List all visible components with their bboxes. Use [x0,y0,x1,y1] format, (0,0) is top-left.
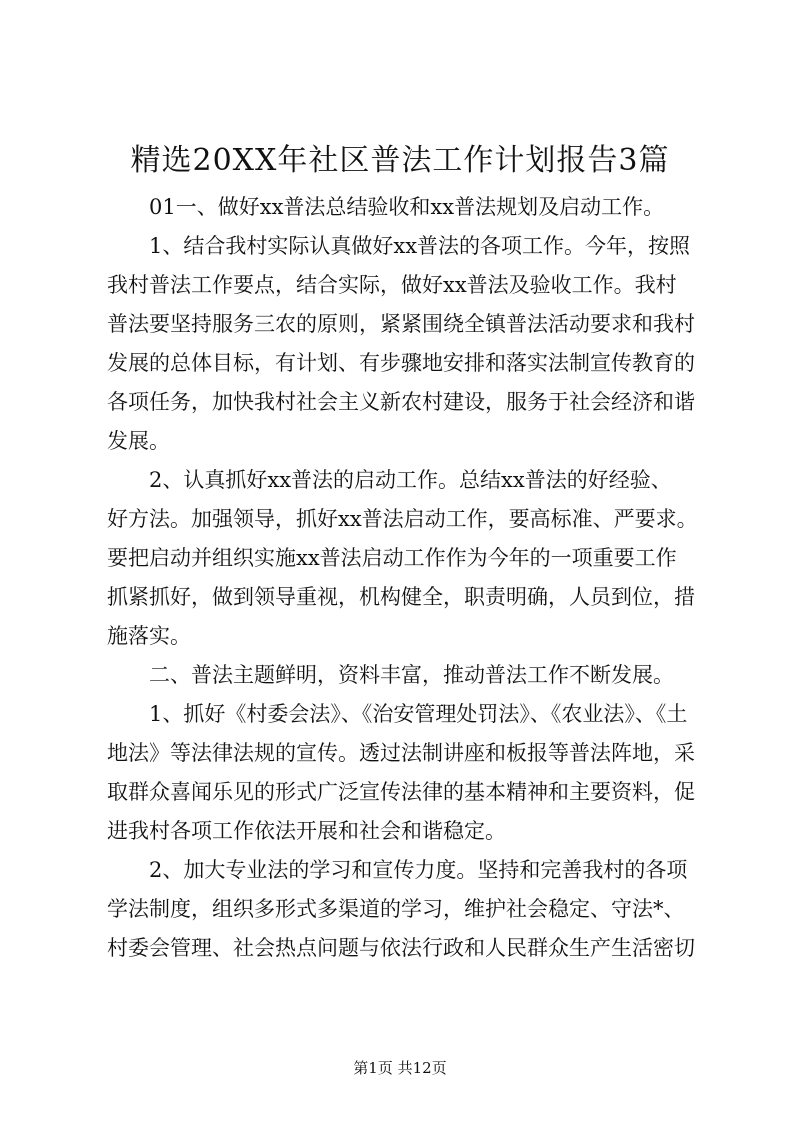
paragraph-line: 二、普法主题鲜明，资料丰富，推动普法工作不断发展。 [149,663,674,687]
paragraph-line: 2、认真抓好xx普法的启动工作。总结xx普法的好经验、 [149,468,672,492]
paragraph-line: 各项任务，加快我村社会主义新农村建设，服务于社会经济和谐 [107,390,695,414]
paragraph-line: 学法制度，组织多形式多渠道的学习，维护社会稳定、守法*、 [107,897,685,921]
paragraph-line: 取群众喜闻乐见的形式广泛宣传法律的基本精神和主要资料，促 [107,780,695,804]
paragraph-line: 要把启动并组织实施xx普法启动工作作为今年的一项重要工作 [107,546,677,570]
paragraph-line: 发展的总体目标，有计划、有步骤地安排和落实法制宣传教育的 [107,351,695,375]
paragraph-line: 抓紧抓好，做到领导重视，机构健全，职责明确，人员到位，措 [107,585,695,609]
paragraph-line: 施落实。 [107,624,191,648]
paragraph-line: 普法要坚持服务三农的原则，紧紧围绕全镇普法活动要求和我村 [107,312,695,336]
document-title: 精选20XX年社区普法工作计划报告3篇 [130,143,670,178]
paragraph-line: 进我村各项工作依法开展和社会和谐稳定。 [107,819,506,843]
paragraph-line: 2、加大专业法的学习和宣传力度。坚持和完善我村的各项 [149,858,688,882]
paragraph-line: 我村普法工作要点，结合实际，做好xx普法及验收工作。我村 [107,273,677,297]
page-footer: 第1页 共12页 [353,1059,447,1077]
paragraph-line: 村委会管理、社会热点问题与依法行政和人民群众生产生活密切 [107,936,695,960]
paragraph-line: 1、结合我村实际认真做好xx普法的各项工作。今年，按照 [149,234,691,258]
paragraph-line: 好方法。加强领导，抓好xx普法启动工作，要高标准、严要求。 [107,507,698,531]
paragraph-line: 地法》等法律法规的宣传。透过法制讲座和板报等普法阵地，采 [107,741,695,765]
paragraph-line: 发展。 [107,429,170,453]
paragraph-line: 01一、做好xx普法总结验收和xx普法规划及启动工作。 [149,195,665,219]
document-body [107,188,707,968]
paragraph-line: 1、抓好《村委会法》、《治安管理处罚法》、《农业法》、《土 [149,702,688,726]
